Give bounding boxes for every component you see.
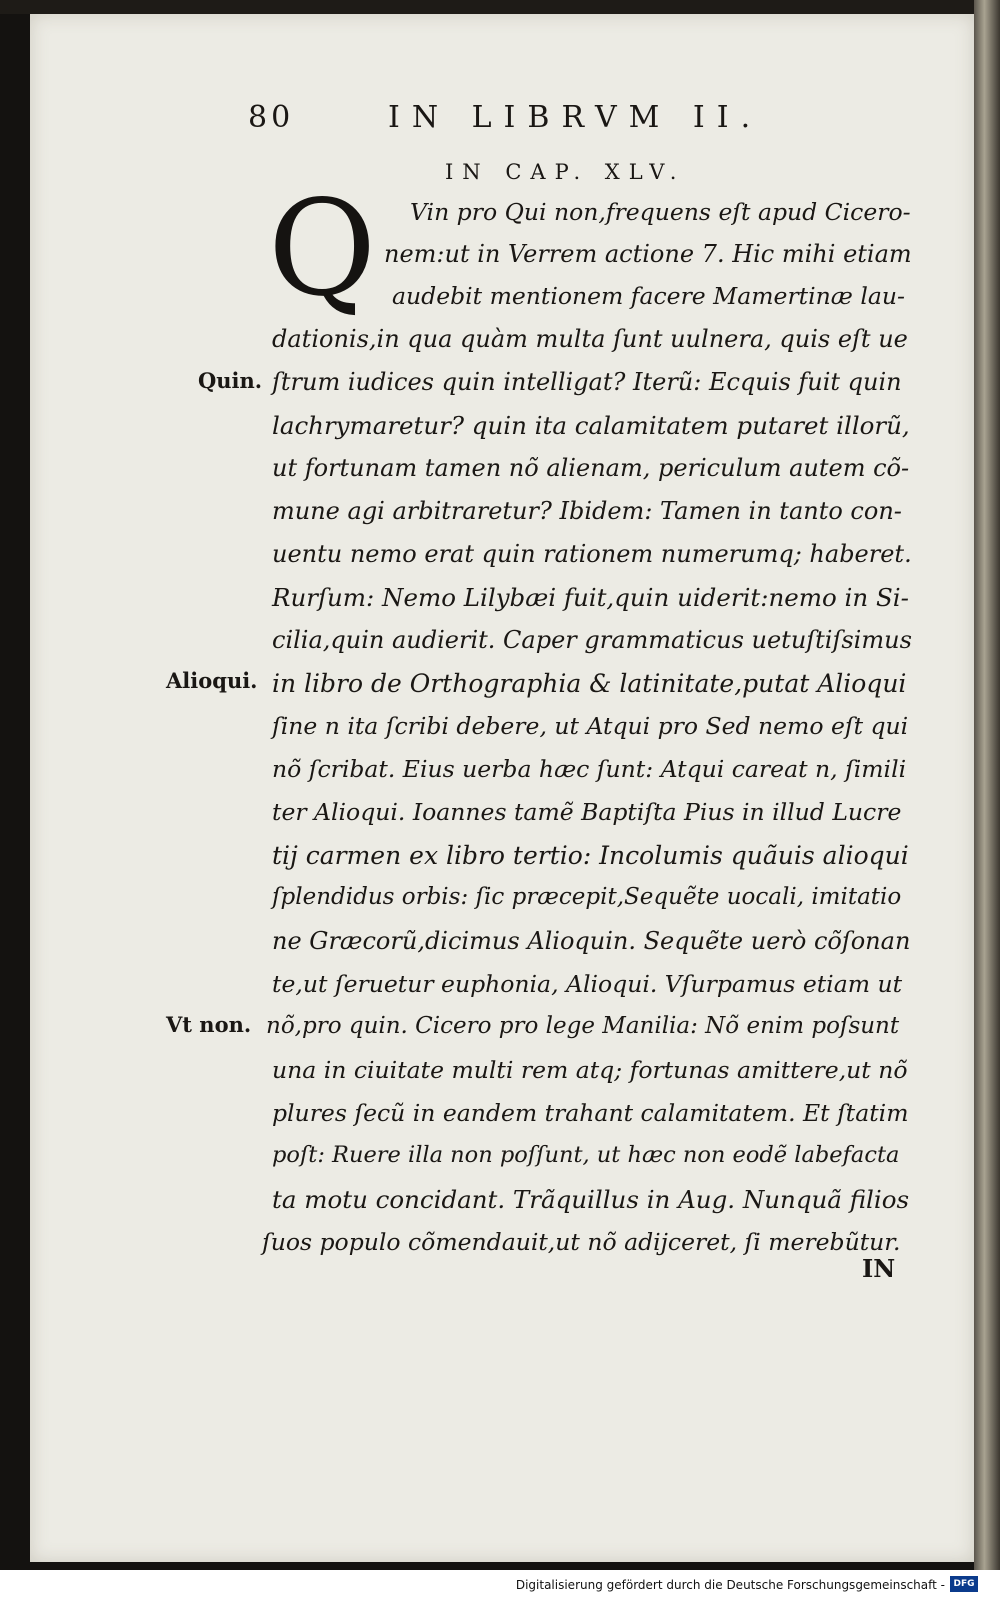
text-line: uentu nemo erat quin rationem numerumq; haberet. (272, 540, 912, 568)
book-page-edge (974, 0, 1000, 1570)
text-line: ſtrum iudices quin intelligat? Iterũ: Ecquis fuit quin (272, 368, 902, 396)
page-number: 80 (248, 100, 295, 135)
text-line: ut fortunam tamen nõ alienam, periculum autem cõ- (272, 454, 910, 482)
text-line: poſt: Ruere illa non poſſunt, ut hæc non eodẽ labefacta (272, 1142, 900, 1168)
text-line: plures ſecũ in eandem trahant calamitatem. Et ſtatim (272, 1099, 909, 1127)
text-line: tij carmen ex libro tertio: Incolumis quãuis alioqui (272, 841, 909, 870)
text-line: nõ,pro quin. Cicero pro lege Manilia: Nõ enim poſsunt (266, 1013, 900, 1039)
text-line: lachrymaretur? quin ita calamitatem putaret illorũ, (272, 411, 910, 440)
text-line: ne Græcorũ,dicimus Alioquin. Sequẽte uerò cõſonan (272, 927, 911, 955)
funding-credit: Digitalisierung gefördert durch die Deutsche Forschungsgemeinschaft - (515, 1578, 945, 1592)
running-title: IN LIBRVM II. (388, 100, 763, 135)
text-line: cilia,quin audierit. Caper grammaticus uetuſtiſsimus (272, 626, 912, 654)
text-line: te,ut ſeruetur euphonia, Alioqui. Vſurpamus etiam ut (272, 970, 903, 998)
text-line: una in ciuitate multi rem atq; fortunas amittere,ut nõ (272, 1056, 908, 1084)
text-line: Vin pro Qui non,frequens eſt apud Cicero- (410, 198, 911, 226)
text-line: nõ ſcribat. Eius uerba hæc ſunt: Atqui careat n, ſimili (272, 755, 907, 783)
text-line: in libro de Orthographia & latinitate,putat Alioqui (272, 669, 907, 698)
text-line: audebit mentionem facere Mamertinæ lau- (392, 282, 905, 310)
text-line: mune agi arbitraretur? Ibidem: Tamen in tanto con- (272, 497, 902, 525)
margin-note-alioqui: Alioqui. (166, 668, 258, 693)
text-line: ſine n ita ſcribi debere, ut Atqui pro Sed nemo eſt qui (272, 712, 909, 740)
text-line: nem:ut in Verrem actione 7. Hic mihi etiam (384, 240, 912, 268)
dfg-logo-icon: DFG (950, 1576, 978, 1592)
text-line: ter Alioqui. Ioannes tamẽ Baptiſta Pius in illud Lucre (272, 798, 902, 826)
scan-top-border (0, 0, 1000, 14)
text-line: ſuos populo cõmendauit,ut nõ adijceret, ſi merebũtur. (262, 1228, 901, 1256)
text-line: Rurſum: Nemo Lilybæi fuit,quin uiderit:nemo in Si- (272, 583, 909, 612)
margin-note-ut-non: Vt non. (166, 1012, 252, 1037)
running-head (248, 100, 848, 140)
digitization-footer (0, 1570, 1000, 1599)
drop-capital: Q (268, 172, 377, 326)
text-line: ta motu concidant. Trãquillus in Aug. Nunquã filios (272, 1185, 910, 1214)
text-line: ſplendidus orbis: ſic præcepit,Sequẽte uocali, imitatio (272, 884, 902, 910)
text-line: dationis,in qua quàm multa ſunt uulnera, quis eſt ue (272, 325, 908, 353)
chapter-heading: IN CAP. XLV. (445, 160, 686, 184)
margin-note-quin: Quin. (198, 368, 263, 393)
catchword: IN (862, 1254, 896, 1283)
